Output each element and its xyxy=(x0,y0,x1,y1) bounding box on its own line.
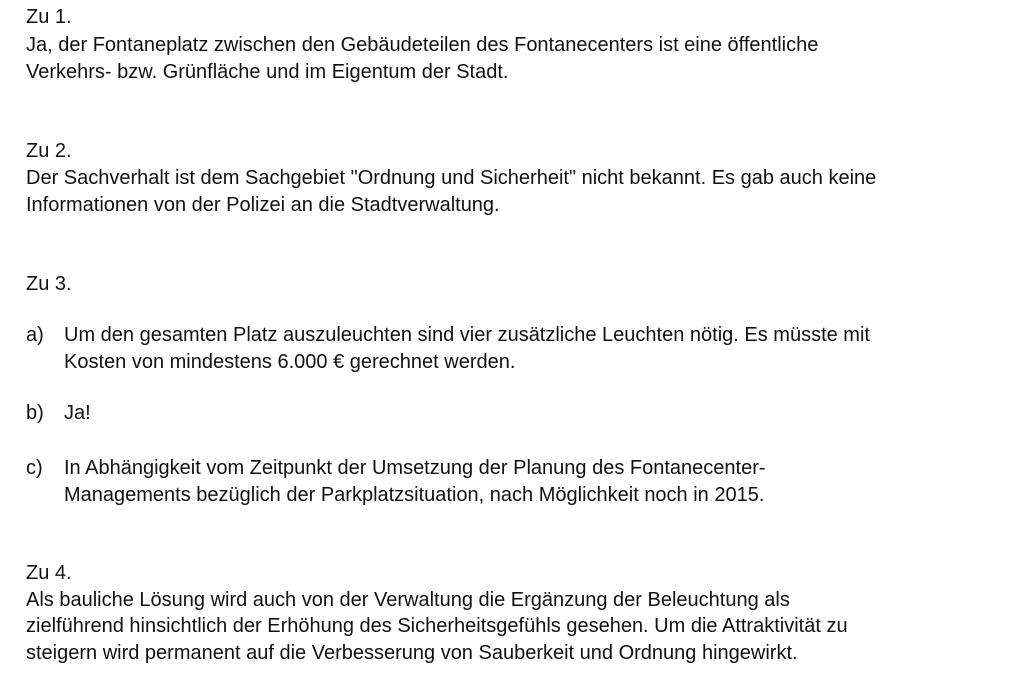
list-marker-a: a) xyxy=(26,324,44,346)
list-item-b-line-1: Ja! xyxy=(64,402,91,424)
list-item-a-line-2: Kosten von mindestens 6.000 € gerechnet werden. xyxy=(64,351,516,373)
list-item-a-line-1: Um den gesamten Platz auszuleuchten sind vier zusätzliche Leuchten nötig. Es müsste mit xyxy=(64,324,870,346)
section-1-line-2: Verkehrs- bzw. Grünfläche und im Eigentum der Stadt. xyxy=(26,61,509,83)
section-2-line-1: Der Sachverhalt ist dem Sachgebiet "Ordnung und Sicherheit" nicht bekannt. Es gab auch keine xyxy=(26,167,877,189)
list-item-c-line-2: Managements bezüglich der Parkplatzsituation, nach Möglichkeit noch in 2015. xyxy=(64,484,765,506)
section-2-line-2: Informationen von der Polizei an die Stadtverwaltung. xyxy=(26,194,500,216)
list-marker-b: b) xyxy=(26,402,44,424)
list-item-b-text xyxy=(64,400,91,427)
section-1-heading: Zu 1. xyxy=(26,6,72,28)
section-4-line-2: zielführend hinsichtlich der Erhöhung des Sicherheitsgefühls gesehen. Um die Attraktivität zu xyxy=(26,615,848,637)
section-4-line-1: Als bauliche Lösung wird auch von der Verwaltung die Ergänzung der Beleuchtung als xyxy=(26,589,790,611)
section-2-heading: Zu 2. xyxy=(26,140,72,162)
section-4-line-3: steigern wird permanent auf die Verbesserung von Sauberkeit und Ordnung hingewirkt. xyxy=(26,642,798,664)
list-item-a-text xyxy=(64,322,870,376)
list-marker-c: c) xyxy=(26,457,43,479)
list-item-c-line-1: In Abhängigkeit vom Zeitpunkt der Umsetzung der Planung des Fontanecenter- xyxy=(64,457,766,479)
section-4-heading: Zu 4. xyxy=(26,562,72,584)
list-item-c-text xyxy=(64,455,766,509)
section-1-line-1: Ja, der Fontaneplatz zwischen den Gebäudeteilen des Fontanecenters ist eine öffentliche xyxy=(26,34,819,56)
section-3-heading: Zu 3. xyxy=(26,273,72,295)
